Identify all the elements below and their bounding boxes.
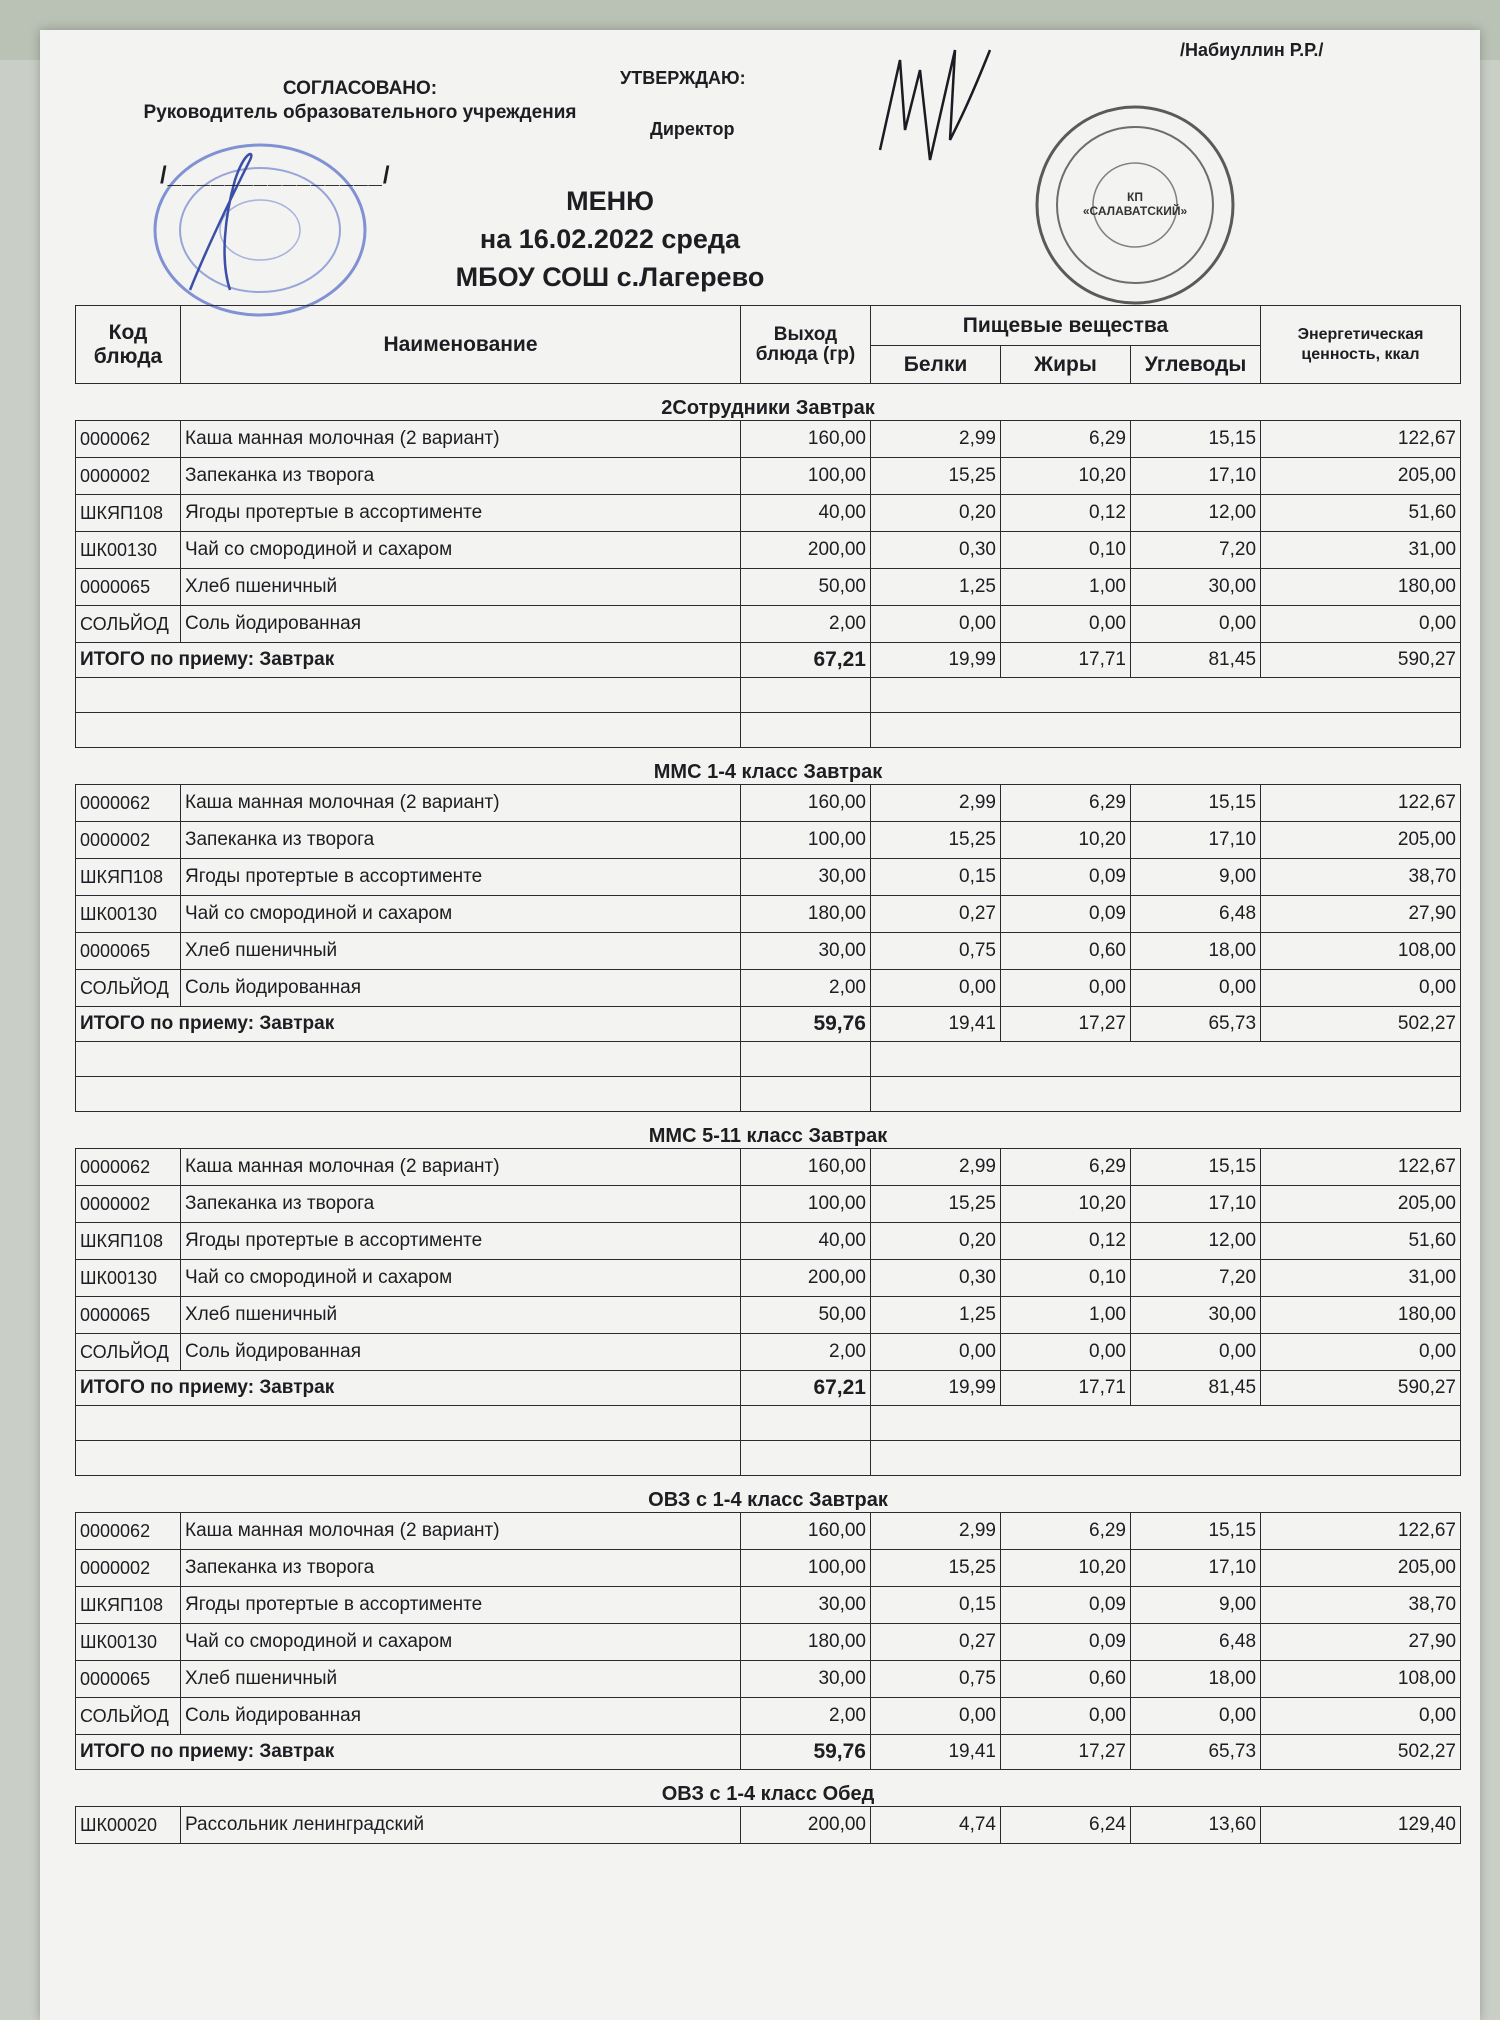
total-fat: 17,27 [1001, 1007, 1131, 1042]
header-carbs: Углеводы [1131, 346, 1261, 384]
dish-fat: 10,20 [1001, 458, 1131, 495]
table-row [76, 1624, 1461, 1661]
title-school: МБОУ СОШ с.Лагерево [455, 262, 765, 292]
total-label: ИТОГО по приему: Завтрак [76, 1007, 741, 1042]
dish-yield: 200,00 [741, 1807, 871, 1844]
dish-yield: 2,00 [741, 1698, 871, 1735]
dish-yield: 100,00 [741, 822, 871, 859]
dish-protein: 0,75 [871, 1661, 1001, 1698]
total-carbs: 81,45 [1131, 643, 1261, 678]
dish-fat: 6,29 [1001, 1149, 1131, 1186]
dish-yield: 50,00 [741, 569, 871, 606]
dish-fat: 0,12 [1001, 495, 1131, 532]
dish-protein: 0,15 [871, 1587, 1001, 1624]
section-title-row [76, 748, 1461, 785]
dish-energy: 31,00 [1261, 532, 1461, 569]
dish-fat: 0,00 [1001, 606, 1131, 643]
total-carbs: 81,45 [1131, 1371, 1261, 1406]
dish-carbs: 17,10 [1131, 458, 1261, 495]
dish-protein: 0,15 [871, 859, 1001, 896]
dish-code: ШКЯП108 [76, 859, 181, 896]
dish-energy: 27,90 [1261, 1624, 1461, 1661]
dish-fat: 6,29 [1001, 1513, 1131, 1550]
dish-name: Ягоды протертые в ассортименте [181, 1587, 741, 1624]
total-row [76, 643, 1461, 678]
dish-name: Каша манная молочная (2 вариант) [181, 421, 741, 458]
dish-name: Рассольник ленинградский [181, 1807, 741, 1844]
dish-yield: 160,00 [741, 1149, 871, 1186]
blank-row [76, 1077, 1461, 1112]
header-nutrients: Пищевые вещества [871, 306, 1261, 346]
dish-code: 0000062 [76, 1149, 181, 1186]
dish-carbs: 18,00 [1131, 1661, 1261, 1698]
blank-cell [76, 713, 741, 748]
dish-energy: 38,70 [1261, 859, 1461, 896]
dish-fat: 1,00 [1001, 1297, 1131, 1334]
dish-protein: 0,27 [871, 896, 1001, 933]
blank-cell [871, 713, 1461, 748]
total-energy: 502,27 [1261, 1007, 1461, 1042]
dish-carbs: 17,10 [1131, 1186, 1261, 1223]
dish-fat: 0,09 [1001, 859, 1131, 896]
dish-carbs: 30,00 [1131, 569, 1261, 606]
dish-energy: 122,67 [1261, 1513, 1461, 1550]
total-fat: 17,71 [1001, 643, 1131, 678]
table-row [76, 1149, 1461, 1186]
dish-carbs: 17,10 [1131, 822, 1261, 859]
dish-protein: 0,30 [871, 532, 1001, 569]
blank-cell [741, 1042, 871, 1077]
dish-fat: 0,10 [1001, 532, 1131, 569]
section-title-row [76, 1770, 1461, 1807]
total-protein: 19,99 [871, 1371, 1001, 1406]
dish-yield: 2,00 [741, 606, 871, 643]
blank-cell [76, 1042, 741, 1077]
dish-carbs: 6,48 [1131, 1624, 1261, 1661]
dish-energy: 129,40 [1261, 1807, 1461, 1844]
dish-code: ШК00130 [76, 1260, 181, 1297]
dish-protein: 0,30 [871, 1260, 1001, 1297]
dish-energy: 51,60 [1261, 1223, 1461, 1260]
total-row [76, 1735, 1461, 1770]
blank-row [76, 713, 1461, 748]
dish-name: Соль йодированная [181, 606, 741, 643]
dish-fat: 6,29 [1001, 421, 1131, 458]
dish-code: 0000062 [76, 785, 181, 822]
agreed-sign-line: /_______________/ [160, 162, 391, 189]
dish-carbs: 9,00 [1131, 859, 1261, 896]
dish-name: Ягоды протертые в ассортименте [181, 495, 741, 532]
dish-fat: 6,29 [1001, 785, 1131, 822]
dish-code: 0000065 [76, 569, 181, 606]
dish-protein: 4,74 [871, 1807, 1001, 1844]
section-title-row [76, 1112, 1461, 1149]
dish-protein: 15,25 [871, 1186, 1001, 1223]
dish-yield: 2,00 [741, 1334, 871, 1371]
blank-cell [741, 1441, 871, 1476]
section-title: ММС 1-4 класс Завтрак [76, 748, 1461, 785]
total-protein: 19,41 [871, 1007, 1001, 1042]
table-row [76, 1807, 1461, 1844]
dish-carbs: 0,00 [1131, 606, 1261, 643]
dish-code: СОЛЬЙОД [76, 1334, 181, 1371]
dish-yield: 200,00 [741, 1260, 871, 1297]
dish-name: Хлеб пшеничный [181, 1297, 741, 1334]
dish-yield: 200,00 [741, 532, 871, 569]
approve-block [620, 68, 746, 140]
signature-agreed [130, 120, 330, 320]
total-yield: 67,21 [741, 1371, 871, 1406]
dish-fat: 10,20 [1001, 1186, 1131, 1223]
dish-protein: 2,99 [871, 1149, 1001, 1186]
dish-energy: 31,00 [1261, 1260, 1461, 1297]
dish-energy: 108,00 [1261, 933, 1461, 970]
table-row [76, 1297, 1461, 1334]
title-date: на 16.02.2022 среда [479, 224, 741, 254]
table-row [76, 458, 1461, 495]
dish-code: 0000002 [76, 1186, 181, 1223]
dish-name: Соль йодированная [181, 1334, 741, 1371]
dish-name: Чай со смородиной и сахаром [181, 1624, 741, 1661]
table-row [76, 896, 1461, 933]
dish-code: СОЛЬЙОД [76, 1698, 181, 1735]
menu-table [75, 305, 1461, 1844]
dish-fat: 0,00 [1001, 1698, 1131, 1735]
dish-carbs: 6,48 [1131, 896, 1261, 933]
blank-cell [871, 1042, 1461, 1077]
table-row [76, 495, 1461, 532]
dish-fat: 6,24 [1001, 1807, 1131, 1844]
blank-cell [741, 1077, 871, 1112]
total-carbs: 65,73 [1131, 1735, 1261, 1770]
dish-name: Каша манная молочная (2 вариант) [181, 1149, 741, 1186]
dish-code: 0000065 [76, 1661, 181, 1698]
dish-code: ШКЯП108 [76, 495, 181, 532]
table-row [76, 859, 1461, 896]
total-yield: 59,76 [741, 1735, 871, 1770]
total-energy: 590,27 [1261, 643, 1461, 678]
dish-protein: 0,00 [871, 1334, 1001, 1371]
header-name: Наименование [181, 306, 741, 384]
blank-row [76, 1042, 1461, 1077]
dish-carbs: 30,00 [1131, 1297, 1261, 1334]
total-row [76, 1007, 1461, 1042]
dish-code: 0000065 [76, 1297, 181, 1334]
dish-protein: 2,99 [871, 1513, 1001, 1550]
table-row [76, 785, 1461, 822]
section-title: ОВЗ с 1-4 класс Обед [76, 1770, 1461, 1807]
approve-role: Директор [650, 119, 735, 139]
director-name: /Набиуллин Р.Р./ [1180, 40, 1324, 60]
blank-row [76, 1441, 1461, 1476]
dish-energy: 205,00 [1261, 1186, 1461, 1223]
header-energy: Энергетическая ценность, ккал [1261, 306, 1461, 384]
dish-yield: 160,00 [741, 785, 871, 822]
dish-energy: 205,00 [1261, 822, 1461, 859]
dish-protein: 2,99 [871, 421, 1001, 458]
blank-row [76, 1406, 1461, 1441]
dish-carbs: 15,15 [1131, 785, 1261, 822]
dish-carbs: 17,10 [1131, 1550, 1261, 1587]
total-fat: 17,71 [1001, 1371, 1131, 1406]
dish-yield: 40,00 [741, 1223, 871, 1260]
total-yield: 67,21 [741, 643, 871, 678]
dish-code: 0000002 [76, 1550, 181, 1587]
agreed-block [80, 78, 640, 124]
dish-fat: 0,12 [1001, 1223, 1131, 1260]
dish-protein: 0,75 [871, 933, 1001, 970]
title-menu: МЕНЮ [566, 186, 654, 216]
dish-energy: 180,00 [1261, 569, 1461, 606]
total-row [76, 1371, 1461, 1406]
dish-protein: 0,00 [871, 606, 1001, 643]
blank-row [76, 678, 1461, 713]
table-row [76, 1186, 1461, 1223]
dish-code: 0000002 [76, 458, 181, 495]
dish-energy: 0,00 [1261, 970, 1461, 1007]
dish-code: 0000062 [76, 421, 181, 458]
section-title-row [76, 1476, 1461, 1513]
table-row [76, 532, 1461, 569]
table-header [76, 306, 1461, 384]
table-row [76, 1550, 1461, 1587]
dish-name: Запеканка из творога [181, 458, 741, 495]
section-title-row [76, 384, 1461, 421]
section-title: ММС 5-11 класс Завтрак [76, 1112, 1461, 1149]
total-yield: 59,76 [741, 1007, 871, 1042]
dish-energy: 122,67 [1261, 1149, 1461, 1186]
table-row [76, 1513, 1461, 1550]
table-row [76, 1334, 1461, 1371]
dish-name: Хлеб пшеничный [181, 569, 741, 606]
dish-protein: 2,99 [871, 785, 1001, 822]
dish-energy: 38,70 [1261, 1587, 1461, 1624]
dish-carbs: 15,15 [1131, 421, 1261, 458]
table-row [76, 1260, 1461, 1297]
dish-code: ШКЯП108 [76, 1223, 181, 1260]
dish-code: СОЛЬЙОД [76, 606, 181, 643]
dish-yield: 160,00 [741, 1513, 871, 1550]
dish-yield: 100,00 [741, 1550, 871, 1587]
dish-carbs: 9,00 [1131, 1587, 1261, 1624]
agreed-role: Руководитель образовательного учреждения [143, 102, 577, 123]
header-protein: Белки [871, 346, 1001, 384]
dish-code: ШКЯП108 [76, 1587, 181, 1624]
dish-yield: 100,00 [741, 1186, 871, 1223]
dish-name: Запеканка из творога [181, 1550, 741, 1587]
dish-carbs: 15,15 [1131, 1149, 1261, 1186]
dish-fat: 0,09 [1001, 1587, 1131, 1624]
table-row [76, 606, 1461, 643]
dish-protein: 0,20 [871, 1223, 1001, 1260]
header-yield: Выход блюда (гр) [741, 306, 871, 384]
dish-fat: 1,00 [1001, 569, 1131, 606]
blank-cell [741, 678, 871, 713]
dish-name: Ягоды протертые в ассортименте [181, 1223, 741, 1260]
dish-energy: 51,60 [1261, 495, 1461, 532]
dish-code: 0000002 [76, 822, 181, 859]
blank-cell [76, 1406, 741, 1441]
dish-yield: 2,00 [741, 970, 871, 1007]
dish-energy: 205,00 [1261, 458, 1461, 495]
dish-yield: 50,00 [741, 1297, 871, 1334]
menu-title [400, 182, 820, 296]
section-title: 2Сотрудники Завтрак [76, 384, 1461, 421]
dish-name: Соль йодированная [181, 1698, 741, 1735]
table-row [76, 970, 1461, 1007]
blank-cell [871, 1077, 1461, 1112]
dish-protein: 0,00 [871, 1698, 1001, 1735]
dish-carbs: 7,20 [1131, 1260, 1261, 1297]
dish-name: Ягоды протертые в ассортименте [181, 859, 741, 896]
dish-carbs: 18,00 [1131, 933, 1261, 970]
total-energy: 590,27 [1261, 1371, 1461, 1406]
table-row [76, 1223, 1461, 1260]
blank-cell [741, 713, 871, 748]
total-carbs: 65,73 [1131, 1007, 1261, 1042]
dish-energy: 0,00 [1261, 1334, 1461, 1371]
dish-fat: 0,00 [1001, 970, 1131, 1007]
dish-code: ШК00130 [76, 896, 181, 933]
total-label: ИТОГО по приему: Завтрак [76, 643, 741, 678]
blank-cell [741, 1406, 871, 1441]
dish-energy: 205,00 [1261, 1550, 1461, 1587]
dish-name: Запеканка из творога [181, 1186, 741, 1223]
dish-protein: 0,20 [871, 495, 1001, 532]
blank-cell [76, 678, 741, 713]
dish-protein: 1,25 [871, 1297, 1001, 1334]
dish-code: 0000062 [76, 1513, 181, 1550]
dish-code: СОЛЬЙОД [76, 970, 181, 1007]
table-row [76, 1587, 1461, 1624]
dish-protein: 15,25 [871, 1550, 1001, 1587]
total-fat: 17,27 [1001, 1735, 1131, 1770]
dish-protein: 1,25 [871, 569, 1001, 606]
dish-carbs: 12,00 [1131, 1223, 1261, 1260]
blank-cell [871, 1406, 1461, 1441]
total-protein: 19,99 [871, 643, 1001, 678]
total-label: ИТОГО по приему: Завтрак [76, 1735, 741, 1770]
dish-fat: 0,00 [1001, 1334, 1131, 1371]
dish-name: Каша манная молочная (2 вариант) [181, 1513, 741, 1550]
total-label: ИТОГО по приему: Завтрак [76, 1371, 741, 1406]
agreed-label: СОГЛАСОВАНО: [282, 78, 438, 99]
dish-carbs: 12,00 [1131, 495, 1261, 532]
dish-energy: 122,67 [1261, 421, 1461, 458]
dish-yield: 30,00 [741, 933, 871, 970]
dish-yield: 30,00 [741, 1661, 871, 1698]
dish-code: ШК00130 [76, 532, 181, 569]
dish-protein: 15,25 [871, 822, 1001, 859]
dish-carbs: 0,00 [1131, 1698, 1261, 1735]
dish-name: Чай со смородиной и сахаром [181, 1260, 741, 1297]
table-row [76, 1698, 1461, 1735]
dish-carbs: 13,60 [1131, 1807, 1261, 1844]
dish-yield: 30,00 [741, 859, 871, 896]
dish-fat: 0,10 [1001, 1260, 1131, 1297]
dish-protein: 0,00 [871, 970, 1001, 1007]
dish-yield: 160,00 [741, 421, 871, 458]
table-row [76, 933, 1461, 970]
dish-yield: 180,00 [741, 896, 871, 933]
header-code: Код блюда [76, 306, 181, 384]
total-protein: 19,41 [871, 1735, 1001, 1770]
dish-fat: 0,60 [1001, 933, 1131, 970]
blank-cell [76, 1441, 741, 1476]
dish-fat: 10,20 [1001, 822, 1131, 859]
header-fat: Жиры [1001, 346, 1131, 384]
signature-director [860, 30, 1010, 180]
dish-name: Соль йодированная [181, 970, 741, 1007]
stamp-company-name: КП «САЛАВАТСКИЙ» [1082, 190, 1188, 218]
dish-yield: 180,00 [741, 1624, 871, 1661]
total-energy: 502,27 [1261, 1735, 1461, 1770]
dish-yield: 30,00 [741, 1587, 871, 1624]
dish-fat: 0,09 [1001, 896, 1131, 933]
dish-name: Чай со смородиной и сахаром [181, 532, 741, 569]
dish-name: Хлеб пшеничный [181, 933, 741, 970]
table-row [76, 569, 1461, 606]
dish-code: 0000065 [76, 933, 181, 970]
dish-energy: 108,00 [1261, 1661, 1461, 1698]
dish-name: Запеканка из творога [181, 822, 741, 859]
dish-energy: 180,00 [1261, 1297, 1461, 1334]
dish-carbs: 0,00 [1131, 1334, 1261, 1371]
dish-protein: 15,25 [871, 458, 1001, 495]
blank-cell [871, 1441, 1461, 1476]
blank-cell [871, 678, 1461, 713]
dish-carbs: 0,00 [1131, 970, 1261, 1007]
dish-energy: 0,00 [1261, 1698, 1461, 1735]
dish-yield: 40,00 [741, 495, 871, 532]
approve-label: УТВЕРЖДАЮ: [620, 68, 746, 88]
dish-protein: 0,27 [871, 1624, 1001, 1661]
table-row [76, 421, 1461, 458]
dish-name: Чай со смородиной и сахаром [181, 896, 741, 933]
dish-energy: 122,67 [1261, 785, 1461, 822]
dish-code: ШК00020 [76, 1807, 181, 1844]
dish-name: Хлеб пшеничный [181, 1661, 741, 1698]
table-row [76, 822, 1461, 859]
dish-energy: 0,00 [1261, 606, 1461, 643]
dish-fat: 0,09 [1001, 1624, 1131, 1661]
dish-name: Каша манная молочная (2 вариант) [181, 785, 741, 822]
dish-carbs: 15,15 [1131, 1513, 1261, 1550]
table-body [76, 384, 1461, 1844]
section-title: ОВЗ с 1-4 класс Завтрак [76, 1476, 1461, 1513]
table-row [76, 1661, 1461, 1698]
dish-fat: 0,60 [1001, 1661, 1131, 1698]
dish-carbs: 7,20 [1131, 532, 1261, 569]
dish-yield: 100,00 [741, 458, 871, 495]
dish-fat: 10,20 [1001, 1550, 1131, 1587]
blank-cell [76, 1077, 741, 1112]
dish-energy: 27,90 [1261, 896, 1461, 933]
dish-code: ШК00130 [76, 1624, 181, 1661]
